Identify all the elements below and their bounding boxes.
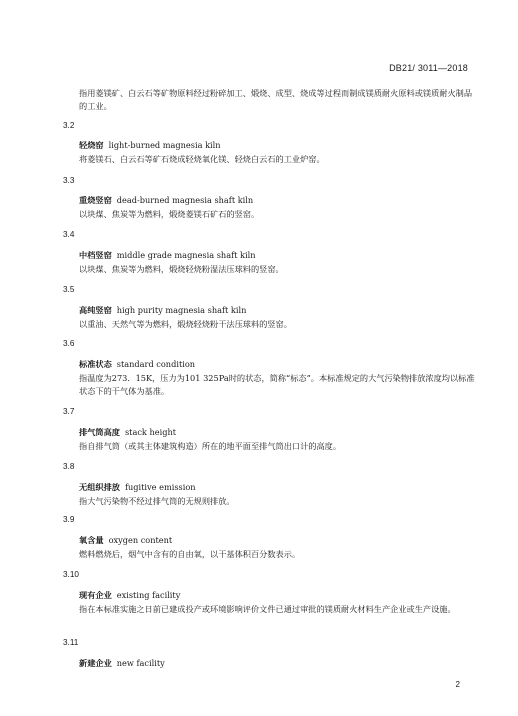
term-zh: 轻烧窑 [79, 140, 104, 150]
section-number: 3.4 [63, 230, 75, 239]
term-zh: 无组织排放 [79, 482, 120, 492]
section-number: 3.7 [63, 407, 75, 416]
section-number: 3.11 [63, 638, 79, 647]
page-number: 2 [455, 680, 460, 689]
standard-code: DB21/ 3011—2018 [389, 63, 468, 73]
term-en: dead-burned magnesia shaft kiln [116, 195, 254, 205]
section-number: 3.2 [63, 121, 75, 130]
term-en: existing facility [116, 590, 181, 600]
term-heading [79, 427, 176, 438]
term-heading [79, 140, 221, 151]
term-heading [79, 305, 246, 316]
term-definition: 指大气污染物不经过排气筒的无规则排放。 [79, 496, 235, 506]
section-number: 3.6 [63, 339, 75, 348]
section-number: 3.8 [63, 462, 75, 471]
section-number: 3.10 [63, 570, 79, 579]
term-en: middle grade magnesia shaft kiln [116, 250, 256, 260]
term-definition: 指自排气筒（或其主体建筑构造）所在的地平面至排气筒出口计的高度。 [79, 441, 342, 451]
term-zh: 标准状态 [79, 359, 112, 369]
term-definition: 将菱镁石、白云石等矿石烧成轻烧氧化镁、轻烧白云石的工业炉窑。 [79, 154, 325, 164]
term-en: high purity magnesia shaft kiln [116, 305, 247, 315]
intro-paragraph: 指用菱镁矿、白云石等矿物原料经过粉碎加工、煅烧、成型、烧成等过程而制成镁质耐火原料或镁质耐火制品的工业。 [79, 88, 473, 111]
term-en: standard condition [116, 359, 196, 369]
term-heading [79, 535, 172, 546]
term-heading [79, 359, 195, 370]
term-definition: 以块煤、焦炭等为燃料，煅烧菱镁石矿石的竖窑。 [79, 209, 260, 219]
term-zh: 中档竖窑 [79, 250, 112, 260]
term-definition: 指在本标准实施之日前已建成投产或环境影响评价文件已通过审批的镁质耐火材料生产企业或生产设施。 [79, 604, 456, 614]
term-definition: 指温度为273．15K，压力为101 325Pa时的状态，简称“标态”。本标准规定的大气污染物排放浓度均以标准状态下的干气体为基准。 [79, 373, 475, 396]
section-number: 3.9 [63, 515, 75, 524]
term-heading [79, 195, 253, 206]
term-zh: 高纯竖窑 [79, 305, 112, 315]
term-en: oxygen content [108, 535, 173, 545]
term-definition: 燃料燃烧后，烟气中含有的自由氧，以干基体积百分数表示。 [79, 549, 301, 559]
term-en: light-burned magnesia kiln [108, 140, 221, 150]
term-definition: 以块煤、焦炭等为燃料，煅烧轻烧粉湿法压球料的竖窑。 [79, 264, 284, 274]
term-zh: 排气筒高度 [79, 427, 120, 437]
term-en: new facility [116, 658, 165, 668]
term-zh: 重烧竖窑 [79, 195, 112, 205]
section-number: 3.5 [63, 285, 75, 294]
term-en: fugitive emission [124, 482, 196, 492]
term-zh: 新建企业 [79, 658, 112, 668]
term-definition: 以重油、天然气等为燃料，煅烧轻烧粉干法压球料的竖窑。 [79, 319, 292, 329]
term-heading [79, 482, 196, 493]
term-zh: 现有企业 [79, 590, 112, 600]
term-heading [79, 658, 165, 669]
section-number: 3.3 [63, 176, 75, 185]
term-heading [79, 590, 180, 601]
term-zh: 氧含量 [79, 535, 104, 545]
term-en: stack height [124, 427, 177, 437]
term-heading [79, 250, 255, 261]
